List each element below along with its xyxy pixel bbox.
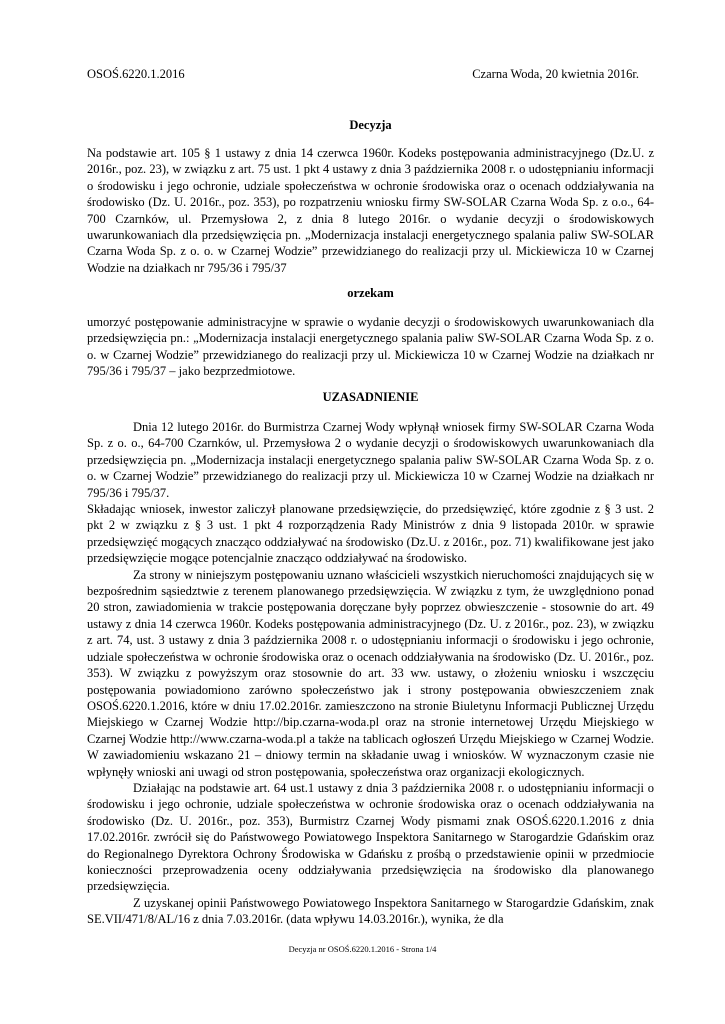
orzekam-heading: orzekam [347, 286, 394, 300]
legal-basis-text: Na podstawie art. 105 § 1 ustawy z dnia 14 czerwca 1960r. Kodeks postępowania administracyjnego (Dz.U. z 2016r., poz. 23), w związku z art. 75 ust. 1 pkt 4 ustawy z dnia 3 października 2008 r. o udostępnianiu informacji o środowisku i jego ochronie, udziale społeczeństwa w ochronie środowiska oraz o ocenach oddziaływania na środowisko (Dz. U. 2016r., poz. 353), po rozpatrzeniu wniosku firmy SW-SOLAR Czarna Woda Sp. z o.o., 64-700 Czarnków, ul. Przemysłowa 2, z dnia 8 lutego 2016r. o wydanie decyzji o środowiskowych uwarunkowaniach dla przedsięwzięcia pn. „Modernizacja instalacji energetycznego spalania paliw SW-SOLAR Czarna Woda Sp. z o. o. w Czarnej Wodzie” przewidzianego do realizacji przy ul. Mickiewicza 10 w Czarnej Wodzie na działkach nr 795/36 i 795/37 [87, 146, 654, 275]
justification-paragraph: Składając wniosek, inwestor zaliczył planowane przedsięwzięcie, do przedsięwzięć, które zgodnie z § 3 ust. 2 pkt 2 w związku z § 3 ust. 1 pkt 4 rozporządzenia Rady Ministrów z dnia 9 listopada 2010r. w sprawie przedsięwzięć mogących znacząco oddziaływać na środowisko (Dz.U. z 2016r., poz. 71) kwalifikowane jest jako przedsięwzięcie mogące potencjalnie znacząco oddziaływać na środowisko. [87, 502, 654, 566]
justification-paragraph: Za strony w niniejszym postępowaniu uznano właścicieli wszystkich nieruchomości znajdujących się w bezpośrednim sąsiedztwie z terenem planowanego przedsięwzięcia. W związku z tym, że uwzględniono ponad 20 stron, zawiadomienia w trakcie postępowania doręczane były poprzez obwieszczenie - stosownie do art. 49 ustawy z dnia 14 czerwca 1960r. Kodeks postępowania administracyjnego (Dz. U. z 2016r., poz. 23), w związku z art. 74, ust. 3 ustawy z dnia 3 października 2008 r. o udostępnianiu informacji o środowisku i jego ochronie, udziale społeczeństwa w ochronie środowiska oraz o ocenach oddziaływania na środowisko (Dz. U. 2016r., poz. 353). W związku z powyższym oraz stosownie do art. 33 ww. ustawy, o złożeniu wniosku i wszczęciu postępowania powiadomiono zarówno społeczeństwo jak i strony postępowania obwieszczeniem znak OSOŚ.6220.1.2016, które w dniu 17.02.2016r. zamieszczono na stronie Biuletynu Informacji Publicznej Urzędu Miejskiego w Czarnej Wodzie http://bip.czarna-woda.pl oraz na stronie internetowej Urzędu Miejskiego w Czarnej Wodzie http://www.czarna-woda.pl a także na tablicach ogłoszeń Urzędu Miejskiego w Czarnej Wodzie. W zawiadomieniu wskazano 21 – dniowy termin na składanie uwag i wniosków. W wyznaczonym czasie nie wpłynęły wnioski ani uwagi od stron postępowania, społeczeństwa oraz organizacji ekologicznych. [87, 567, 654, 779]
justification-paragraph: Dnia 12 lutego 2016r. do Burmistrza Czarnej Wody wpłynął wniosek firmy SW-SOLAR Czarna Woda Sp. z o. o., 64-700 Czarnków, ul. Przemysłowa 2 o wydanie decyzji o środowiskowych uwarunkowaniach dla przedsięwzięcia pn. „Modernizacja instalacji energetycznego spalania paliw SW-SOLAR Czarna Woda Sp. z o. o. w Czarnej Wodzie” przewidzianego do realizacji przy ul. Mickiewicza 10 w Czarnej Wodzie na działkach nr 795/36 i 795/37. [87, 420, 654, 500]
justification-body [87, 419, 654, 928]
decision-text: umorzyć postępowanie administracyjne w sprawie o wydanie decyzji o środowiskowych uwarunkowaniach dla przedsięwzięcia pn.: „Modernizacja instalacji energetycznego spalania paliw SW-SOLAR Czarna Woda Sp. z o. o. w Czarnej Wodzie” przewidzianego do realizacji przy ul. Mickiewicza 10 w Czarnej Wodzie na działkach nr 795/36 i 795/37 – jako bezprzedmiotowe. [87, 315, 654, 379]
legal-basis-paragraph [87, 145, 654, 276]
decision-paragraph [87, 314, 654, 380]
page-footer: Decyzja nr OSOŚ.6220.1.2016 - Strona 1/4 [288, 944, 437, 954]
case-reference: OSOŚ.6220.1.2016 [87, 67, 185, 81]
justification-paragraph: Działając na podstawie art. 64 ust.1 ustawy z dnia 3 października 2008 r. o udostępnianiu informacji o środowisku i jego ochronie, udziale społeczeństwa w ochronie środowiska oraz o ocenach oddziaływania na środowisko (Dz. U. 2016r., poz. 353), Burmistrz Czarnej Wody pismami znak OSOŚ.6220.1.2016 z dnia 17.02.2016r. zwrócił się do Państwowego Powiatowego Inspektora Sanitarnego w Starogardzie Gdańskim oraz do Regionalnego Dyrektora Ochrony Środowiska w Gdańsku z prośbą o przedstawienie opinii w przedmiocie konieczności przeprowadzenia oceny oddziaływania przedsięwzięcia na środowisko dla planowanego przedsięwzięcia. [87, 780, 654, 894]
place-and-date: Czarna Woda, 20 kwietnia 2016r. [472, 67, 639, 81]
justification-heading: UZASADNIENIE [322, 390, 419, 404]
justification-paragraph: Z uzyskanej opinii Państwowego Powiatowego Inspektora Sanitarnego w Starogardzie Gdańskim, znak SE.VII/471/8/AL/16 z dnia 7.03.2016r. (data wpływu 14.03.2016r.), wynika, że dla [87, 895, 654, 927]
document-title: Decyzja [349, 118, 392, 132]
